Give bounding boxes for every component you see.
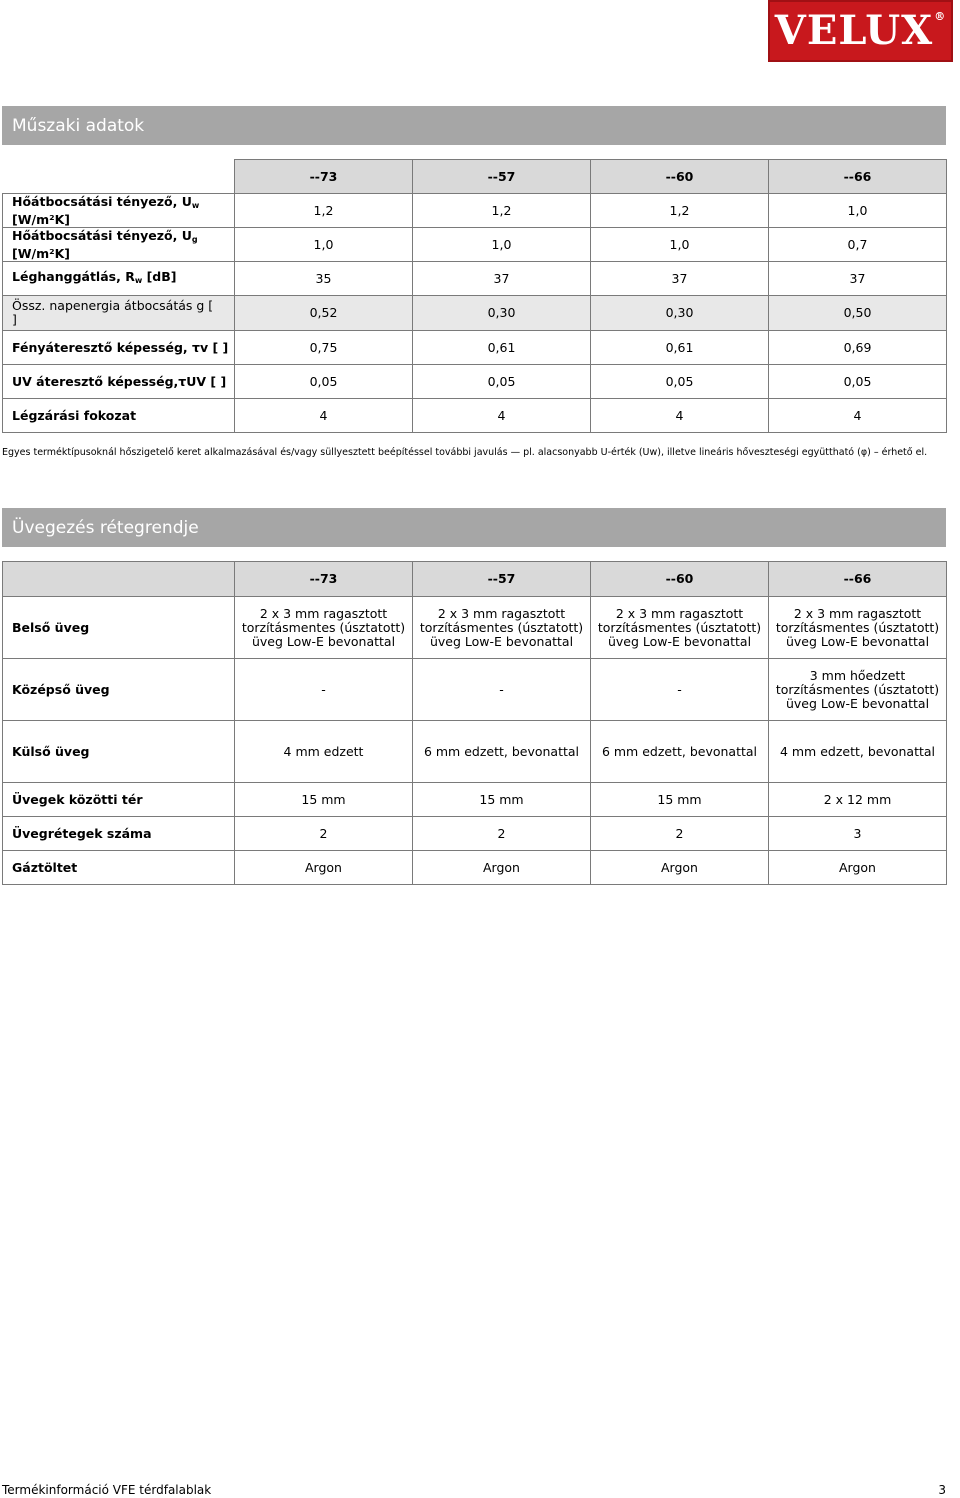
cell: 1,2 — [413, 194, 591, 228]
table-row — [3, 783, 947, 817]
cell: 37 — [769, 262, 947, 296]
cell: 2 x 3 mm ragasztott torzításmentes (úsztatott) üveg Low-E bevonattal — [769, 597, 947, 659]
tech-header-row — [3, 160, 947, 194]
table-row — [3, 194, 947, 228]
table-row — [3, 399, 947, 433]
table-row — [3, 817, 947, 851]
row-label: UV áteresztő képesség,τUV [ ] — [3, 365, 235, 399]
cell: 1,2 — [591, 194, 769, 228]
cell: 4 mm edzett, bevonattal — [769, 721, 947, 783]
cell: 0,05 — [769, 365, 947, 399]
row-label: Középső üveg — [3, 659, 235, 721]
cell: 0,52 — [235, 296, 413, 331]
cell: 2 — [235, 817, 413, 851]
glazing-col-1: --73 — [235, 562, 413, 597]
cell: 0,75 — [235, 331, 413, 365]
cell: Argon — [235, 851, 413, 885]
cell: 3 — [769, 817, 947, 851]
glazing-table — [2, 561, 947, 885]
row-label: Hőátbocsátási tényező, $U_w$ [W/m²K] — [3, 194, 235, 228]
cell: 4 mm edzett — [235, 721, 413, 783]
table-row — [3, 296, 947, 331]
glazing-section-title: Üvegezés rétegrendje — [2, 508, 946, 547]
row-label: Össz. napenergia átbocsátás g [ ] — [3, 296, 235, 331]
row-label: Külső üveg — [3, 721, 235, 783]
cell: 0,61 — [413, 331, 591, 365]
row-label: Hőátbocsátási tényező, $U_g$ [W/m²K] — [3, 228, 235, 262]
velux-logo — [768, 0, 953, 62]
cell: 0,69 — [769, 331, 947, 365]
logo-reg: ® — [934, 10, 947, 23]
cell: 0,50 — [769, 296, 947, 331]
cell: 15 mm — [591, 783, 769, 817]
tech-col-3: --60 — [591, 160, 769, 194]
cell: 15 mm — [413, 783, 591, 817]
row-label: Üvegrétegek száma — [3, 817, 235, 851]
cell: 37 — [591, 262, 769, 296]
logo-text: VELUX — [774, 7, 934, 54]
cell: Argon — [591, 851, 769, 885]
cell: 2 x 3 mm ragasztott torzításmentes (úsztatott) üveg Low-E bevonattal — [591, 597, 769, 659]
cell: 2 x 12 mm — [769, 783, 947, 817]
table-row — [3, 365, 947, 399]
tech-header-blank — [3, 160, 235, 194]
cell: Argon — [769, 851, 947, 885]
cell: 1,0 — [235, 228, 413, 262]
glazing-col-2: --57 — [413, 562, 591, 597]
cell: 1,0 — [413, 228, 591, 262]
cell: 2 x 3 mm ragasztott torzításmentes (úsztatott) üveg Low-E bevonattal — [235, 597, 413, 659]
cell: 4 — [413, 399, 591, 433]
glazing-header-row — [3, 562, 947, 597]
cell: - — [413, 659, 591, 721]
table-row — [3, 597, 947, 659]
cell: 1,0 — [591, 228, 769, 262]
cell: 0,05 — [413, 365, 591, 399]
row-label: Fényáteresztő képesség, τv [ ] — [3, 331, 235, 365]
cell: 2 x 3 mm ragasztott torzításmentes (úsztatott) üveg Low-E bevonattal — [413, 597, 591, 659]
cell: Argon — [413, 851, 591, 885]
cell: 2 — [413, 817, 591, 851]
tech-note: Egyes terméktípusoknál hőszigetelő keret alkalmazásával és/vagy süllyesztett beépítéssel további javulás — pl. alacsonyabb U-érték (Uw), illetve lineáris hőveszteségi együttható (φ) – érhető el. — [2, 447, 928, 458]
table-row — [3, 262, 947, 296]
cell: 15 mm — [235, 783, 413, 817]
cell: 0,7 — [769, 228, 947, 262]
table-row — [3, 721, 947, 783]
cell: - — [591, 659, 769, 721]
cell: 1,2 — [235, 194, 413, 228]
cell: 6 mm edzett, bevonattal — [413, 721, 591, 783]
tech-col-2: --57 — [413, 160, 591, 194]
cell: - — [235, 659, 413, 721]
cell: 4 — [769, 399, 947, 433]
row-label: Légzárási fokozat — [3, 399, 235, 433]
cell: 0,05 — [591, 365, 769, 399]
cell: 37 — [413, 262, 591, 296]
footer-title: Termékinformáció VFE térdfalablak — [2, 1483, 212, 1497]
cell: 3 mm hőedzett torzításmentes (úsztatott) üveg Low-E bevonattal — [769, 659, 947, 721]
cell: 0,05 — [235, 365, 413, 399]
tech-col-4: --66 — [769, 160, 947, 194]
cell: 4 — [591, 399, 769, 433]
cell: 1,0 — [769, 194, 947, 228]
table-row — [3, 851, 947, 885]
cell: 2 — [591, 817, 769, 851]
tech-col-1: --73 — [235, 160, 413, 194]
row-label: Üvegek közötti tér — [3, 783, 235, 817]
cell: 0,30 — [413, 296, 591, 331]
cell: 0,30 — [591, 296, 769, 331]
glazing-col-3: --60 — [591, 562, 769, 597]
glazing-col-4: --66 — [769, 562, 947, 597]
cell: 0,61 — [591, 331, 769, 365]
row-label: Gáztöltet — [3, 851, 235, 885]
row-label: Belső üveg — [3, 597, 235, 659]
table-row — [3, 659, 947, 721]
table-row — [3, 228, 947, 262]
cell: 4 — [235, 399, 413, 433]
tech-table — [2, 159, 947, 433]
cell: 35 — [235, 262, 413, 296]
table-row — [3, 331, 947, 365]
page-number: 3 — [938, 1483, 946, 1497]
cell: 6 mm edzett, bevonattal — [591, 721, 769, 783]
row-label: Léghanggátlás, $R_w$ [dB] — [3, 262, 235, 296]
tech-section-title: Műszaki adatok — [2, 106, 946, 145]
glazing-header-blank — [3, 562, 235, 597]
